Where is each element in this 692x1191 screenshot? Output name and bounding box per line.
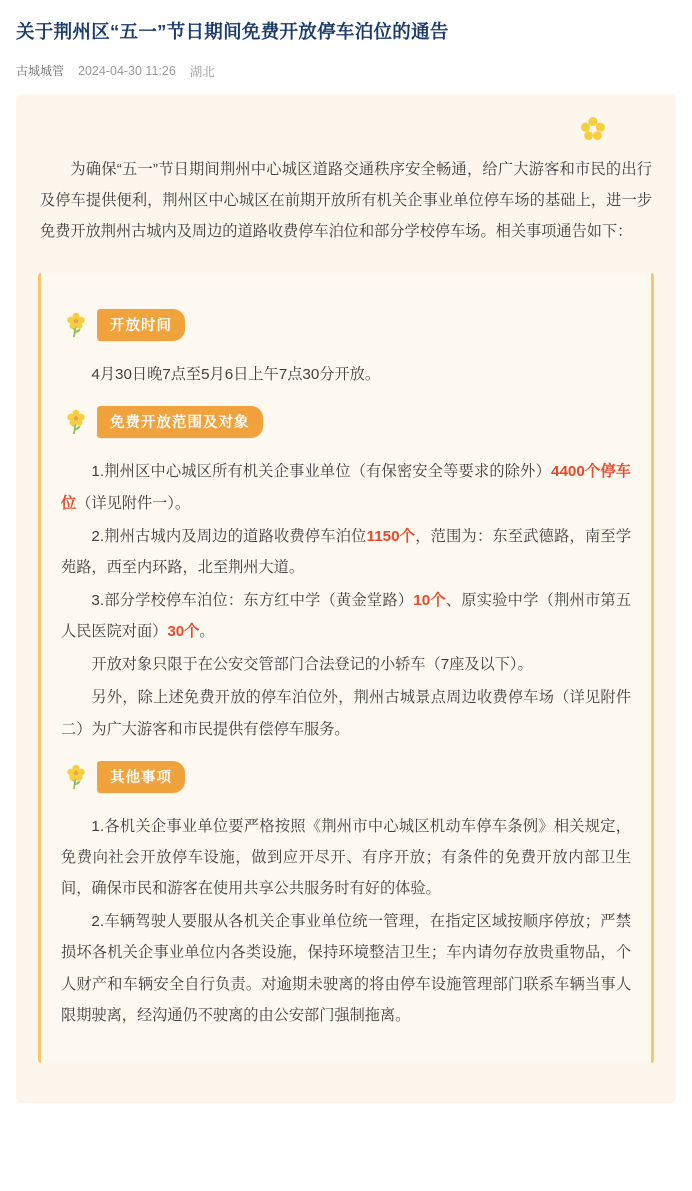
highlight-text: 4400个停车位 — [61, 463, 631, 512]
section-paragraph — [61, 585, 631, 647]
card-footer-space — [36, 1063, 656, 1073]
meta-source: 古城城管 — [16, 64, 65, 79]
flower-decoration-icon — [580, 116, 606, 142]
article-meta — [16, 62, 676, 94]
paragraph-text: 另外，除上述免费开放的停车泊位外，荆州古城景点周边收费停车场（详见附件二）为广大游客和市民提供有偿停车服务。 — [61, 689, 631, 738]
section-paragraph — [61, 811, 631, 904]
flower-bullet-icon — [65, 764, 87, 790]
section-paragraph — [61, 456, 631, 518]
notice-panel — [38, 273, 654, 1063]
intro-paragraph: 为确保“五一”节日期间荆州中心城区道路交通秩序安全畅通，给广大游客和市民的出行及停车提供便利，荆州区中心城区在前期开放所有机关企事业单位停车场的基础上，进一步免费开放荆州古城内及周边的道路收费停车泊位和部分学校停车场。相关事项通告如下： — [40, 160, 652, 241]
paragraph-text: 1.各机关企事业单位要严格按照《荆州市中心城区机动车停车条例》相关规定，免费向社会开放停车设施，做到应开尽开、有序开放；有条件的免费开放内部卫生间，确保市民和游客在使用共享公共服务时有好的体验。 — [61, 817, 631, 898]
paragraph-text: ，范围为：东至武德路，南至学苑路，西至内环路，北至荆州大道。 — [61, 527, 632, 576]
section-header — [65, 406, 635, 438]
paragraph-text: 2.车辆驾驶人要服从各机关企事业单位统一管理，在指定区域按顺序停放；严禁损坏各机关企事业单位内各类设施，保持环境整洁卫生；车内请勿存放贵重物品，个人财产和车辆安全自行负责。对逾期未驶离的将由停车设施管理部门联系车辆当事人限期驶离，经沟通仍不驶离的由公安部门强制拖离。 — [61, 913, 631, 1024]
highlight-text: 30个 — [167, 623, 200, 641]
paragraph-text: 3.部分学校停车泊位：东方红中学（黄金堂路） — [91, 592, 414, 609]
section-label: 开放时间 — [97, 309, 185, 341]
section-header — [65, 309, 635, 341]
meta-region: 湖北 — [189, 64, 215, 79]
paragraph-text: 、原实验中学（荆州市第五人民医院对面） — [61, 592, 632, 641]
article-body-card — [16, 94, 676, 1103]
flower-bullet-icon — [65, 409, 87, 435]
notice-section — [57, 309, 635, 390]
paragraph-text: 。 — [199, 623, 215, 641]
section-label: 其他事项 — [97, 761, 185, 793]
paragraph-text: 4月30日晚7点至5月6日上午7点30分开放。 — [91, 366, 381, 384]
meta-timestamp: 2024-04-30 11:26 — [78, 63, 176, 78]
section-label: 免费开放范围及对象 — [97, 406, 263, 438]
page-title: 关于荆州区“五一”节日期间免费开放停车泊位的通告 — [16, 21, 449, 42]
section-paragraph — [61, 359, 631, 390]
section-paragraph — [61, 521, 631, 583]
paragraph-text: （详见附件一）。 — [76, 494, 191, 512]
notice-section — [57, 406, 635, 744]
paragraph-text: 开放对象只限于在公安交管部门合法登记的小轿车（7座及以下）。 — [91, 656, 533, 674]
notice-section — [57, 761, 635, 1031]
highlight-text: 10个 — [413, 592, 446, 609]
section-header — [65, 761, 635, 793]
paragraph-text: 2.荆州古城内及周边的道路收费停车泊位 — [91, 527, 367, 545]
article-header — [0, 0, 692, 94]
highlight-text: 1150个 — [366, 527, 416, 545]
paragraph-text: 1.荆州区中心城区所有机关企事业单位（有保密安全等要求的除外） — [91, 463, 551, 481]
section-paragraph — [61, 649, 631, 680]
sections-container — [57, 309, 635, 1031]
section-paragraph — [61, 682, 631, 744]
flower-bullet-icon — [65, 312, 87, 338]
section-paragraph — [61, 906, 631, 1031]
